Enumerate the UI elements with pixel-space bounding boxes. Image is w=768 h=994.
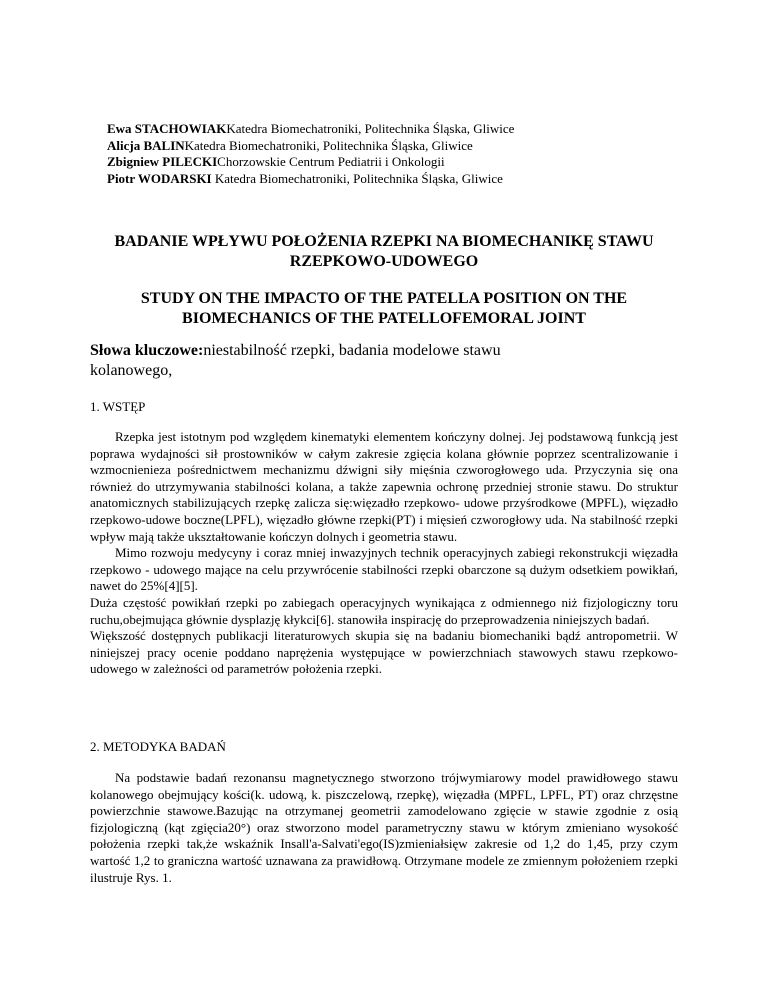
section-body-introduction <box>90 429 678 678</box>
paragraph: Większość dostępnych publikacji literaturowych skupia się na badaniu biomechaniki bądź antropometrii. W niniejszej pracy ocenie poddano naprężenia występujące w powierzchniach stawowych stawu rzepkowo-udowego w zależności od parametrów położenia rzepki. <box>90 628 678 677</box>
author-list <box>107 121 667 187</box>
section-heading-methodology: 2. METODYKA BADAŃ <box>90 739 226 754</box>
paragraph: Duża częstość powikłań rzepki po zabiegach operacyjnych wynikająca z odmiennego niż fizjologiczny toru ruchu,obejmująca głównie dysplazję kłykci[6]. stanowiła inspirację do przeprowadzenia niniejszych badań. <box>90 594 678 627</box>
author-affiliation: Chorzowskie Centrum Pediatrii i Onkologii <box>217 154 445 169</box>
keywords-text: niestabilność rzepki, badania modelowe stawu kolanowego, <box>90 342 501 379</box>
author-name: Piotr WODARSKI <box>107 170 212 186</box>
paragraph: Mimo rozwoju medycyny i coraz mniej inwazyjnych technik operacyjnych zabiegi rekonstrukcji więzadła rzepkowo - udowego mające na celu przywrócenie stabilności rzepki obarczone są dużym odsetkiem powikłań, nawet do 25%[4][5]. <box>90 545 678 594</box>
paragraph: Rzepka jest istotnym pod względem kinematyki elementem kończyny dolnej. Jej podstawową funkcją jest poprawa wydajności sił prostowników w całym zakresie zgięcia kolana głównie poprzez scentralizowanie i wzmocnienieza pośrednictwem mechanizmu dźwigni siły mięśnia czworogłowego uda. Przyczynia się ona również do utrzymywania stabilności kolana, a także zapewnia ochronę przedniej stronie stawu. Do struktur anatomicznych stabilizujących rzepkę zalicza się:więzadło rzepkowo- udowe przyśrodkowe (MPFL), więzadło rzepkowo-udowe boczne(LPFL), więzadło główne rzepki(PT) i mięsień czworogłowy uda. Na stabilność rzepki wpływ mają także ukształtowanie kończyn dolnych i geometria stawu. <box>90 429 678 544</box>
paragraph: Na podstawie badań rezonansu magnetycznego stworzono trójwymiarowy model prawidłowego stawu kolanowego obejmujący kości(k. udową, k. piszczelową, rzepkę), więzadła (MPFL, LPFL, PT) oraz chrzęstne powierzchnie stawowe.Bazując na otrzymanej geometrii zamodelowano zgięcie w stawie zgodnie z osią fizjologiczną (kąt zgięcia20°) oraz stworzono model parametryczny stawu w którym zmieniano wysokość położenia rzepki tak,że wskaźnik Insall'a-Salvati'ego(IS)zmieniałsięw zakresie od 1,2 do 1,45, przy czym wartość 1,2 to graniczna wartość uznawana za prawidłową. Otrzymane modele ze zmiennym położeniem rzepki ilustruje Rys. 1. <box>90 770 678 885</box>
keywords-label: Słowa kluczowe: <box>90 342 204 359</box>
keywords <box>90 341 510 381</box>
title-polish: BADANIE WPŁYWU POŁOŻENIA RZEPKI NA BIOMECHANIKĘ STAWU RZEPKOWO-UDOWEGO <box>114 233 654 270</box>
section-body-methodology <box>90 770 678 886</box>
author-affiliation: Katedra Biomechatroniki, Politechnika Śląska, Gliwice <box>184 137 473 153</box>
author-affiliation: Katedra Biomechatroniki, Politechnika Śląska, Gliwice <box>211 170 503 186</box>
section-heading-introduction: 1. WSTĘP <box>90 399 146 414</box>
author-affiliation: Katedra Biomechatroniki, Politechnika Śląska, Gliwice <box>226 121 515 136</box>
author-entry <box>107 138 667 155</box>
author-name: Zbigniew PILECKI <box>107 154 218 169</box>
author-name: Ewa STACHOWIAK <box>107 121 227 136</box>
author-entry <box>107 171 667 188</box>
author-entry <box>107 121 667 138</box>
author-name: Alicja BALIN <box>107 137 185 153</box>
author-entry <box>107 154 667 171</box>
title-english: STUDY ON THE IMPACTO OF THE PATELLA POSITION ON THE BIOMECHANICS OF THE PATELLOFEMORAL JOINT <box>140 290 628 327</box>
